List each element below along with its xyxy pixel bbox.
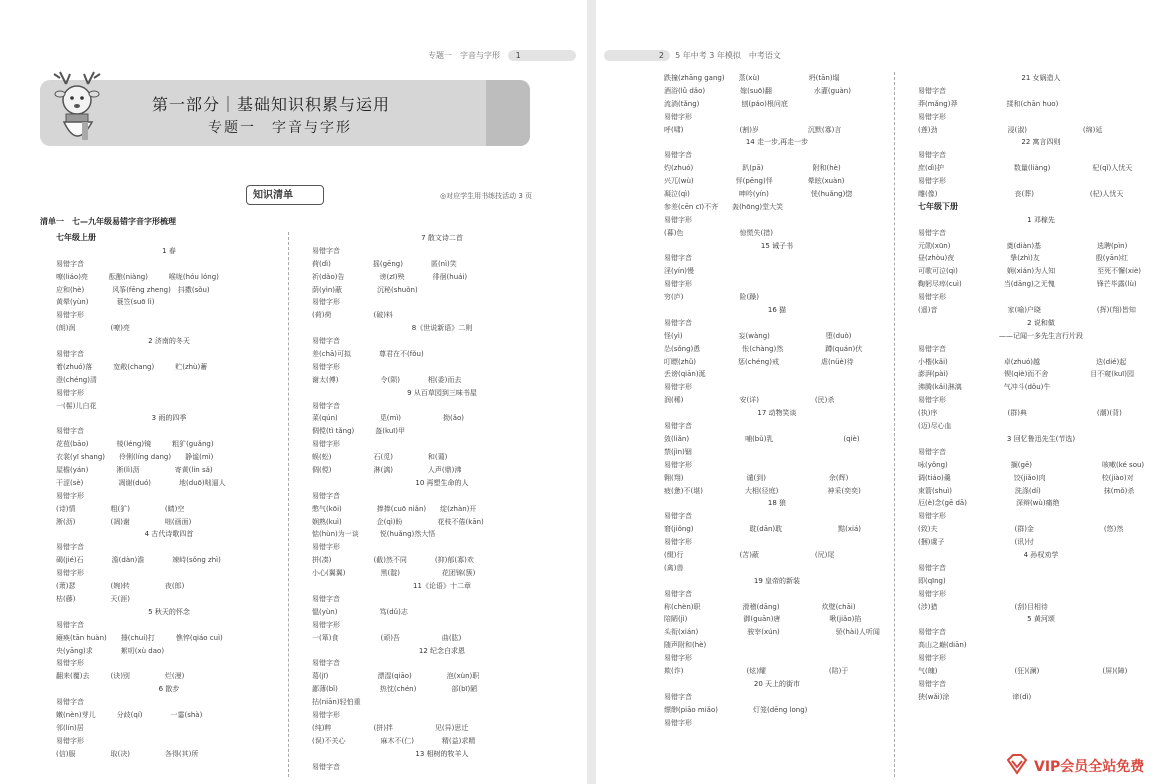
- list-item: 沸腾(kǎi)淋漓 气冲斗(dǒu)牛: [918, 383, 1051, 392]
- list-item: 谢太(傅) 令(陨) 相(委)而去: [312, 375, 462, 384]
- list-item: (执)序 (群)典 (潮)(背): [918, 409, 1122, 418]
- subheading-label: 易错字音: [312, 659, 340, 668]
- list-item: 敛(liǎn) 哺(bǔ)乳 (qiè): [664, 434, 860, 443]
- list-item: (禽)兽: [664, 563, 684, 572]
- list-item: 头衔(xián) 骏宰(xún) 骄(hài)人听闻: [664, 628, 880, 637]
- list-item: 荫(yìn)蔽 沉秘(shuǒn): [312, 285, 418, 294]
- subheading-label: 易错字形: [664, 460, 692, 469]
- lesson-title: 17 动物笑谈: [757, 409, 797, 418]
- subheading-label: 易错字音: [918, 447, 946, 456]
- list-item: 怂(sǒng)恿 怅(chàng)然 蹲(quán)伏: [664, 344, 863, 353]
- subheading-label: 易错字形: [56, 736, 84, 745]
- part-title: 第一部分｜基础知识积累与运用: [152, 95, 391, 114]
- list-item: 碣(jié)石 澹(dàn)澹 竦峙(sǒng zhì): [56, 556, 221, 565]
- lesson-title: 10 再塑生命的人: [415, 478, 469, 487]
- lesson-title: 5 黄河颂: [1027, 615, 1055, 624]
- list-item: (信)服 取(决) 各得(其)所: [56, 749, 199, 758]
- list-item: 束箭(shuì) 洗涤(dí) 抹(mǒ)杀: [918, 486, 1135, 495]
- lesson-title: 6 散步: [158, 685, 180, 694]
- list-item: 荷(dì) 摇(gēng) 匿(nì)笑: [312, 259, 457, 268]
- lesson-title: 20 天上的街市: [753, 679, 801, 688]
- list-item: (迈)尽心血: [918, 422, 952, 431]
- subheading-label: 易错字形: [312, 620, 340, 629]
- subheading-label: 易错字音: [312, 337, 340, 346]
- list-item: 兴兀(wù) 怦(pēng)怦 晕眩(xuàn): [664, 177, 845, 186]
- list-item: 狭(wǎi)涂 谛(dì): [918, 692, 1032, 701]
- list-item: 瘫痪(tān huàn) 捶(chuí)打 憔悴(qiáo cuì): [56, 633, 223, 642]
- list-item: 惦(hùn)为一谈 悦(huǎng)然大悟: [312, 530, 436, 539]
- topic-title: 专题一 字音与字形: [208, 120, 352, 136]
- subheading-label: 易错字音: [664, 151, 692, 160]
- list-item: 气(魄) (狂)(澜) (屏)(障): [918, 666, 1128, 675]
- subheading-label: 易错字音: [664, 692, 692, 701]
- running-header-section: 专题一 字音与字形: [428, 51, 500, 60]
- list-item: 禁(jìn)锢: [664, 447, 692, 456]
- lesson-title: 22 寓言四则: [1021, 138, 1061, 147]
- list-item: 雕(像) 丧(葬) (杞)人忧天: [918, 190, 1124, 199]
- section-heading: 清单一 七—九年级易错字音字形梳理: [40, 217, 176, 226]
- list-item: 着(zhuó)落 宽敞(chang) 贮(zhù)蓄: [56, 362, 208, 371]
- lesson-title: 14 走一步,再走一步: [745, 138, 809, 147]
- list-item: 叮瞟(zhǔ) 惩(chéng)戒 虐(nüè)待: [664, 357, 854, 366]
- list-item: 倜傥(tì tǎng) 盔(kuī)甲: [312, 427, 405, 436]
- list-item: (捆)虞子 (讯)付: [918, 538, 1034, 547]
- lesson-title: 11《论语》十二章: [413, 582, 471, 591]
- subheading-label: 易错字形: [664, 654, 692, 663]
- list-item: 葛(jī) 漂湿(qiāo) 泡(xùn)职: [312, 672, 480, 681]
- lesson-title: 5 秋天的怀念: [148, 607, 190, 616]
- subheading-label: 易错字形: [918, 654, 946, 663]
- list-item: (涉)猎 (刮)目相待: [918, 602, 1048, 611]
- list-item: (诗)情 粗(犷) (睛)空: [56, 504, 185, 513]
- subheading-label: 易错字形: [664, 215, 692, 224]
- list-item: 呼(啸) (割)岁 沉默(寡)言: [664, 125, 842, 134]
- right-page: [596, 0, 1171, 784]
- list-item: (遥)音 家(喻)户晓 (挥)(翔)皆知: [918, 306, 1136, 315]
- list-item: 丢谤(qiān)涎: [664, 370, 706, 379]
- lesson-title: 3 回忆鲁迅先生(节选): [1006, 434, 1076, 443]
- lesson-title: 18 狼: [767, 499, 787, 508]
- lesson-title: 4 古代诗歌四首: [144, 530, 194, 539]
- subheading-label: 易错字音: [312, 491, 340, 500]
- subheading-label: 易错字形: [56, 311, 84, 320]
- list-item: 咏(yǒng) 搁(gē) 咳嗽(ké sou): [918, 460, 1145, 469]
- subheading-label: 易错字形: [56, 388, 84, 397]
- lesson-title: 16 猫: [767, 306, 787, 315]
- list-item: 一(箪)食 (顽)吾 曲(肱): [312, 633, 462, 642]
- subheading-label: 易错字形: [918, 112, 946, 121]
- list-item: 穷(庐) 险(躁): [664, 293, 759, 302]
- subheading-label: 易错字形: [312, 543, 340, 552]
- column-1: [56, 232, 282, 761]
- subheading-label: 易错字音: [56, 543, 84, 552]
- lesson-title: 3 雨的四季: [151, 414, 187, 423]
- list-item: (莲)劲 浸(淑) (绵)延: [918, 125, 1103, 134]
- list-item: 应和(hè) 风筝(fēng zheng) 抖擞(sǒu): [56, 285, 210, 294]
- watermark-text: VIP会员全站免费: [1034, 759, 1145, 775]
- subheading-label: 易错字音: [664, 422, 692, 431]
- column-3: [664, 72, 890, 729]
- list-item: 庶(dì)护 数量(liàng) 杞(qǐ)人忧天: [918, 164, 1133, 173]
- lesson-title: 8《世说新语》二则: [411, 324, 473, 333]
- grade-heading: 七年级上册: [56, 233, 96, 242]
- list-item: 祈(dǎo)告 谤(zī)殃 徘徊(huái): [312, 272, 468, 281]
- list-item: 嘹(liáo)亮 酝酿(niàng) 喉咙(hóu lóng): [56, 272, 219, 281]
- subheading-label: 易错字音: [312, 594, 340, 603]
- book-reference: ◎对应学生用书练技活动 3 页: [440, 192, 533, 200]
- subheading-label: 易错字形: [664, 538, 692, 547]
- list-item: 枯(藤) 天(涯): [56, 594, 130, 603]
- list-item: 愠(yùn) 笃(dǔ)志: [312, 607, 408, 616]
- list-item: 淅(沥) (凋)谢 咄(画面): [56, 517, 192, 526]
- subheading-label: 易错字形: [664, 718, 692, 727]
- page-number: 2: [658, 51, 664, 60]
- list-item: 翱(翔) 谴(到) 余(辉): [664, 473, 849, 482]
- lesson-title: ——记闻一多先生言行片段: [999, 331, 1083, 340]
- subheading-label: 易错字形: [312, 298, 340, 307]
- column-divider: [894, 72, 895, 777]
- list-item: 鄙薄(bǐ) 热忱(chén) 部(bī)陋: [312, 685, 478, 694]
- lesson-title: 21 女娲造人: [1021, 74, 1061, 82]
- subheading-label: 易错字形: [56, 569, 84, 578]
- list-item: 澄(chéng)清: [56, 375, 97, 384]
- list-item: 凝泣(qì) 呻吟(yín) 恍(huǎng)惚: [664, 190, 853, 199]
- subheading-label: 易错字音: [918, 679, 946, 688]
- list-item: 小楷(kǎi) 卓(zhuó)越 迭(dié)起: [918, 357, 1127, 366]
- list-item: 参差(cēn cī)不齐 轰(hōng)堂大笑: [664, 202, 784, 211]
- lesson-title: 12 纪念白求恩: [418, 646, 466, 655]
- subheading-label: 易错字音: [918, 563, 946, 572]
- vip-diamond-icon: [1005, 752, 1029, 776]
- subheading-label: 易错字音: [56, 427, 84, 436]
- lesson-title: 2 济南的冬天: [148, 337, 190, 346]
- subheading-label: 易错字形: [312, 710, 340, 719]
- list-item: 淫(yín)慢: [664, 267, 694, 276]
- list-item: 欺(诈) (炫)耀 (陪)于: [664, 666, 849, 675]
- subheading-label: 易错字音: [56, 698, 84, 707]
- list-item: 屋檐(yán) 淅(lì)沥 寄黄(lín sǎ): [56, 466, 213, 475]
- list-item: 衣裳(yī shang) 伶俐(líng dang) 静谧(mì): [56, 453, 214, 462]
- list-item: 厄(è)念(gē dā) 深辩(wù)痛绝: [918, 499, 1060, 508]
- subheading-label: 易错字形: [664, 383, 692, 392]
- list-item: 央(yāng)求 絮叨(xù dao): [56, 646, 165, 655]
- list-item: 润(稀) 安(详) (民)杀: [664, 396, 835, 405]
- list-item: (萧)瑟 (婉)转 夜(郎): [56, 582, 185, 591]
- lesson-title: 9 从百草园到三味书屋: [407, 388, 477, 397]
- list-item: 缥缈(piāo miǎo) 灯笼(dēng long): [664, 705, 808, 714]
- grade-heading: 七年级下册: [918, 201, 958, 211]
- subheading-label: 易错字形: [56, 659, 84, 668]
- list-item: 邻(lín)居: [56, 723, 84, 732]
- list-item: 蜈(蚣) 石(觅) 和(蔼): [312, 453, 448, 462]
- deer-mascot-icon: [44, 70, 114, 150]
- list-item: (缀)行 (苫)蔽 (尻)尾: [664, 550, 835, 559]
- list-item: 小心(翼翼) 黑(靛) 花团锦(簇): [312, 569, 476, 578]
- knowledge-list-badge: [246, 185, 324, 205]
- subheading-label: 易错字音: [664, 512, 692, 521]
- subheading-label: 易错字形: [312, 362, 340, 371]
- subheading-label: 易错字音: [664, 318, 692, 327]
- subheading-label: 易错字形: [56, 491, 84, 500]
- list-item: 花苞(bāo) 棱(léng)镜 粗犷(guǎng): [56, 440, 214, 449]
- running-header-right: [604, 50, 781, 61]
- list-item: (误)不关心 麻木不(仁) 精(益)求精: [312, 736, 476, 745]
- list-item: (纯)粹 (拼)拌 见(异)思迁: [312, 723, 469, 732]
- subheading-label: 易错字音: [918, 228, 946, 237]
- lesson-title: 13 相树的牧羊人: [415, 749, 469, 758]
- list-item: 窘(jiǒng) 耽(dān)耽 黠(xiá): [664, 525, 861, 534]
- list-item: 黄晕(yùn) 蓑笠(suō lì): [56, 298, 155, 307]
- subheading-label: 易错字音: [312, 401, 340, 410]
- list-item: 倜(傥) 淋(漓) 人声(鼎)沸: [312, 466, 462, 475]
- list-item: 嫩(nèn)芽儿 分歧(qí) 一霎(shà): [56, 710, 203, 719]
- column-divider: [288, 232, 289, 777]
- page-number-pill: [508, 50, 576, 61]
- subheading-label: 易错字形: [664, 280, 692, 289]
- subheading-label: 易错字形: [312, 440, 340, 449]
- subheading-label: 易错字形: [918, 589, 946, 598]
- list-item: 菜(qún) 觅(mì) 拗(ǎo): [312, 414, 465, 423]
- list-item: 莽(mǎng)莽 揉和(chān huo): [918, 99, 1059, 108]
- list-item: 差(chā)可拟 尊君在不(fǒu): [312, 350, 424, 359]
- subheading-label: 易错字形: [918, 396, 946, 405]
- list-item: 陪陋(jì) 御(guān)唐 啾(jiǎo)掐: [664, 615, 862, 624]
- list-item: 昼(zhòu)夜 挚(zhì)友 殷(yān)红: [918, 254, 1129, 263]
- subheading-label: 易错字音: [918, 628, 946, 637]
- page-number-pill: [604, 50, 670, 61]
- list-item: 一(髻)儿白花: [56, 401, 97, 410]
- list-item: 跌撞(zhāng gang) 蒸(xù) 坍(tān)塌: [664, 74, 840, 82]
- list-item: 干涩(sè) 凋谢(duó) 地(duō)咄逼人: [56, 478, 226, 487]
- list-item: 疲(惫)不(堪) 大相(径庭) 神采(奕奕): [664, 486, 861, 495]
- subheading-label: 易错字形: [664, 112, 692, 121]
- list-item: 澎湃(pài) 锲(qiè)而不舍 目不窥(kuī)园: [918, 370, 1134, 379]
- subheading-label: 易错字音: [56, 350, 84, 359]
- subheading-label: 易错字音: [312, 762, 340, 771]
- list-item: 高山之巅(diān): [918, 641, 967, 650]
- lesson-title: 1 春: [162, 246, 176, 255]
- list-item: 娴熟(kuì) 企(qì)盼 花枝不倦(kān): [312, 517, 484, 526]
- subheading-label: 易错字音: [918, 151, 946, 160]
- knowledge-list-label: 知识清单: [253, 190, 293, 201]
- list-item: 即(qīng): [918, 576, 946, 585]
- subheading-label: 易错字形: [918, 177, 946, 186]
- subheading-label: 易错字音: [918, 344, 946, 353]
- list-item: 调(tiáo)羹 饺(jiǎo)肉 校(jiào)对: [918, 473, 1134, 482]
- list-item: 称(chèn)职 滑稽(dāng) 炊壁(chāi): [664, 602, 856, 611]
- list-item: 翻来(覆)去 (诀)别 烂(漫): [56, 672, 185, 681]
- subheading-label: 易错字音: [918, 86, 946, 95]
- list-item: 怪(yì) 妄(wàng) 堕(duò): [664, 331, 852, 340]
- list-item: (荷)荷 (破)料: [312, 311, 393, 320]
- lesson-title: 2 说和做: [1027, 318, 1055, 327]
- list-item: 憋气(kōi) 捧捧(cuō niǎn) 绽(zhàn)开: [312, 504, 477, 513]
- list-item: 酒浴(lǜ dǎo) 嫁(suō)翻 水灌(guàn): [664, 86, 851, 95]
- list-item: (朗)润 (嘹)亮: [56, 324, 130, 333]
- subheading-label: 易错字音: [56, 620, 84, 629]
- subheading-label: 易错字形: [918, 293, 946, 302]
- list-item: (致)夫 (群)金 (悠)然: [918, 525, 1124, 534]
- lesson-title: 19 皇帝的新装: [753, 576, 801, 585]
- subheading-label: 易错字音: [56, 259, 84, 268]
- column-2: [312, 232, 572, 773]
- running-header-left: [428, 50, 576, 61]
- list-item: 可歌可泣(qì) 娴(xián)为人知 至死不懈(xiè): [918, 267, 1141, 276]
- list-item: 拼(凑) (截)然不同 (抑)郁(寡)欢: [312, 556, 474, 565]
- list-item: 拈(niān)轻怕重: [312, 698, 361, 707]
- list-item: 元勋(xūn) 奠(diàn)基 选聘(pìn): [918, 241, 1128, 250]
- lesson-title: 15 诫子书: [760, 241, 794, 250]
- lesson-title: 4 孙权劝学: [1023, 550, 1059, 559]
- list-item: 灼(zhuó) 趴(pā) 附和(hè): [664, 164, 841, 173]
- lesson-title: 1 邓稼先: [1027, 215, 1055, 224]
- subheading-label: 易错字形: [918, 512, 946, 521]
- list-item: 随声附和(hè): [664, 641, 707, 650]
- list-item: (暮)色 惊慌失(措): [664, 228, 773, 237]
- running-header-section: 5 年中考 3 年模拟 中考语文: [675, 51, 781, 60]
- lesson-title: 7 散文诗二首: [421, 234, 463, 242]
- subheading-label: 易错字音: [312, 246, 340, 255]
- subheading-label: 易错字音: [664, 254, 692, 263]
- subheading-label: 易错字音: [664, 589, 692, 598]
- list-item: 鞠躬尽瘁(cuì) 当(dāng)之无愧 锋芒毕露(lù): [918, 280, 1137, 289]
- column-4: [918, 72, 1164, 704]
- page-number: 1: [515, 51, 521, 60]
- list-item: 流淌(tǎng) 刨(páo)根问底: [664, 99, 788, 108]
